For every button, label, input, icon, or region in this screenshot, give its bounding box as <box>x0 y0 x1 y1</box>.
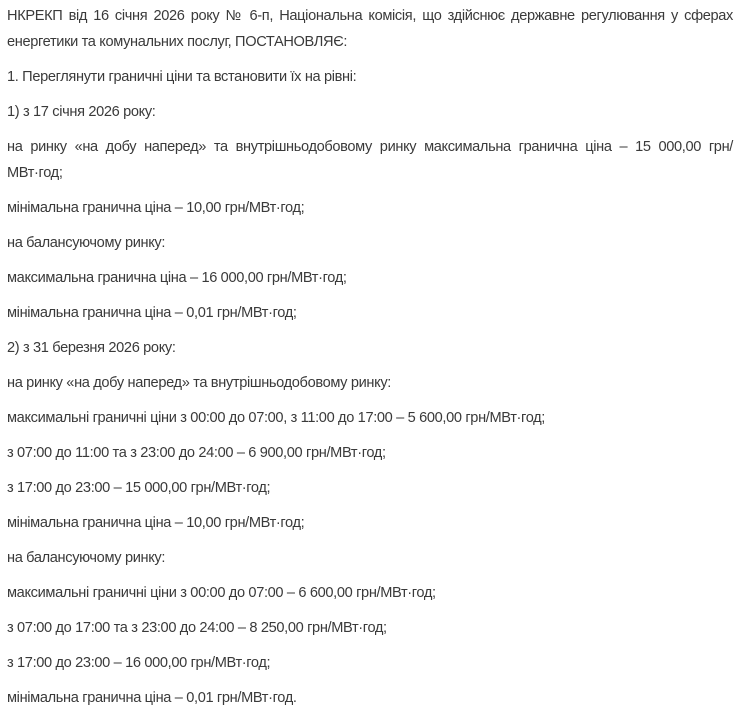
paragraph-max-price <box>7 265 733 291</box>
text-line: максимальні граничні ціни з 00:00 до 07:00 – 6 600,00 грн/МВт·год; <box>7 585 436 601</box>
paragraph-bm-price-evening <box>7 650 733 676</box>
paragraph-bm-min-price <box>7 685 733 711</box>
text-line: НКРЕКП від 16 січня 2026 року № 6-п, Національна комісія, що здійснює державне регулювання у сферах <box>7 8 733 24</box>
paragraph-min-price <box>7 195 733 221</box>
paragraph-price-morning-night <box>7 440 733 466</box>
text-line: МВт·год; <box>7 165 63 181</box>
text-line: мінімальна гранична ціна – 10,00 грн/МВт·год; <box>7 200 305 216</box>
paragraph-subpoint-1 <box>7 99 733 125</box>
text-line: максимальні граничні ціни з 00:00 до 07:00, з 11:00 до 17:00 – 5 600,00 грн/МВт·год; <box>7 410 546 426</box>
text-line: на балансуючому ринку: <box>7 235 166 251</box>
paragraph-balancing-market-heading <box>7 545 733 571</box>
paragraph-balancing-market-heading <box>7 230 733 256</box>
paragraph-min-price <box>7 300 733 326</box>
text-line: 1) з 17 січня 2026 року: <box>7 104 156 120</box>
text-line: 1. Переглянути граничні ціни та встановити їх на рівні: <box>7 69 357 85</box>
text-line: мінімальна гранична ціна – 10,00 грн/МВт·год; <box>7 515 305 531</box>
text-line: енергетики та комунальних послуг, ПОСТАНОВЛЯЄ: <box>7 34 348 50</box>
text-line: максимальна гранична ціна – 16 000,00 грн/МВт·год; <box>7 270 347 286</box>
paragraph-price-evening-peak <box>7 475 733 501</box>
paragraph-min-price <box>7 510 733 536</box>
text-line: з 07:00 до 11:00 та з 23:00 до 24:00 – 6 900,00 грн/МВт·год; <box>7 445 386 461</box>
paragraph-max-prices-offpeak <box>7 405 733 431</box>
paragraph-dam-idm-max-price <box>7 134 733 186</box>
text-line: 2) з 31 березня 2026 року: <box>7 340 176 356</box>
text-line: з 17:00 до 23:00 – 15 000,00 грн/МВт·год; <box>7 480 271 496</box>
text-line: на ринку «на добу наперед» та внутрішньодобовому ринку: <box>7 375 391 391</box>
text-line: з 07:00 до 17:00 та з 23:00 до 24:00 – 8 250,00 грн/МВт·год; <box>7 620 387 636</box>
text-line: на балансуючому ринку: <box>7 550 166 566</box>
paragraph-preamble <box>7 3 733 55</box>
text-line: мінімальна гранична ціна – 0,01 грн/МВт·год. <box>7 690 297 706</box>
paragraph-dam-idm-heading <box>7 370 733 396</box>
text-line: на ринку «на добу наперед» та внутрішньодобовому ринку максимальна гранична ціна – 15 000,00 грн/ <box>7 139 733 155</box>
text-line: з 17:00 до 23:00 – 16 000,00 грн/МВт·год; <box>7 655 271 671</box>
paragraph-bm-max-price-night <box>7 580 733 606</box>
paragraph-bm-price-day <box>7 615 733 641</box>
paragraph-subpoint-2 <box>7 335 733 361</box>
paragraph-point-1 <box>7 64 733 90</box>
text-line: мінімальна гранична ціна – 0,01 грн/МВт·год; <box>7 305 297 321</box>
